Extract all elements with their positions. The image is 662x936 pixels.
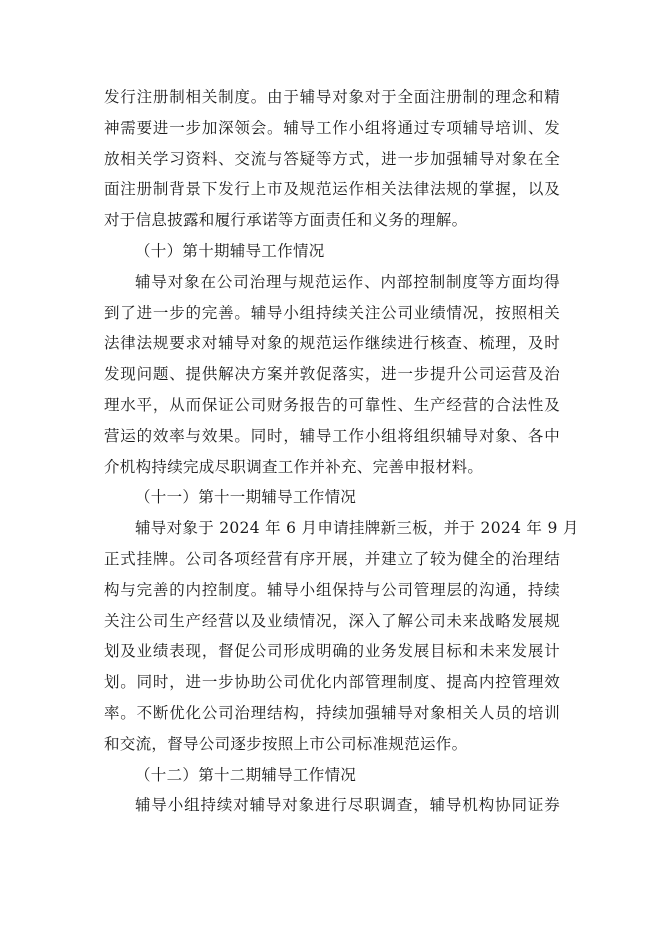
text-line: 划及业绩表现，督促公司形成明确的业务发展目标和未来发展计 [104,642,560,661]
paragraph-period-10 [104,267,560,483]
text-line: 放相关学习资料、交流与答疑等方式，进一步加强辅导对象在全 [104,149,560,168]
text-line: 划。同时，进一步协助公司优化内部管理制度、提高内控管理效 [104,673,560,692]
paragraph-registration-system [104,82,560,236]
text-line: 到了进一步的完善。辅导小组持续关注公司业绩情况，按照相关 [104,303,560,322]
text-line: 关注公司生产经营以及业绩情况，深入了解公司未来战略发展规 [104,611,560,630]
text-line: 构与完善的内控制度。辅导小组保持与公司管理层的沟通，持续 [104,580,560,599]
section-heading-11: （十一）第十一期辅导工作情况 [135,488,357,507]
paragraph-period-11 [104,513,579,759]
text-line: 发行注册制相关制度。由于辅导对象对于全面注册制的理念和精 [104,88,560,106]
text-line: 面注册制背景下发行上市及规范运作相关法律法规的掌握，以及 [104,180,560,199]
section-heading-12: （十二）第十二期辅导工作情况 [135,765,357,784]
text-line: 辅导小组持续对辅导对象进行尽职调查，辅导机构协同证券 [135,796,560,815]
section-heading-10: （十）第十期辅导工作情况 [135,241,325,260]
text-line: 率。不断优化公司治理结构，持续加强辅导对象相关人员的培训 [104,703,560,722]
text-line: 理水平，从而保证公司财务报告的可靠性、生产经营的合法性及 [104,395,560,414]
text-line: 和交流，督导公司逐步按照上市公司标准规范运作。 [104,734,468,753]
text-line: 发现问题、提供解决方案并敦促落实，进一步提升公司运营及治 [104,365,560,384]
document-page [104,82,579,821]
text-line: 法律法规要求对辅导对象的规范运作继续进行核查、梳理，及时 [104,334,560,353]
text-line: 正式挂牌。公司各项经营有序开展，并建立了较为健全的治理结 [104,549,560,568]
text-line: 对于信息披露和履行承诺等方面责任和义务的理解。 [104,211,468,230]
text-line: 辅导对象于 2024 年 6 月申请挂牌新三板，并于 2024 年 9 月 [135,519,579,538]
text-line: 介机构持续完成尽职调查工作并补充、完善申报材料。 [104,457,484,476]
text-line: 神需要进一步加深领会。辅导工作小组将通过专项辅导培训、发 [104,118,560,137]
text-line: 营运的效率与效果。同时，辅导工作小组将组织辅导对象、各中 [104,426,560,445]
text-line: 辅导对象在公司治理与规范运作、内部控制制度等方面均得 [135,272,560,291]
paragraph-period-12 [104,790,560,821]
